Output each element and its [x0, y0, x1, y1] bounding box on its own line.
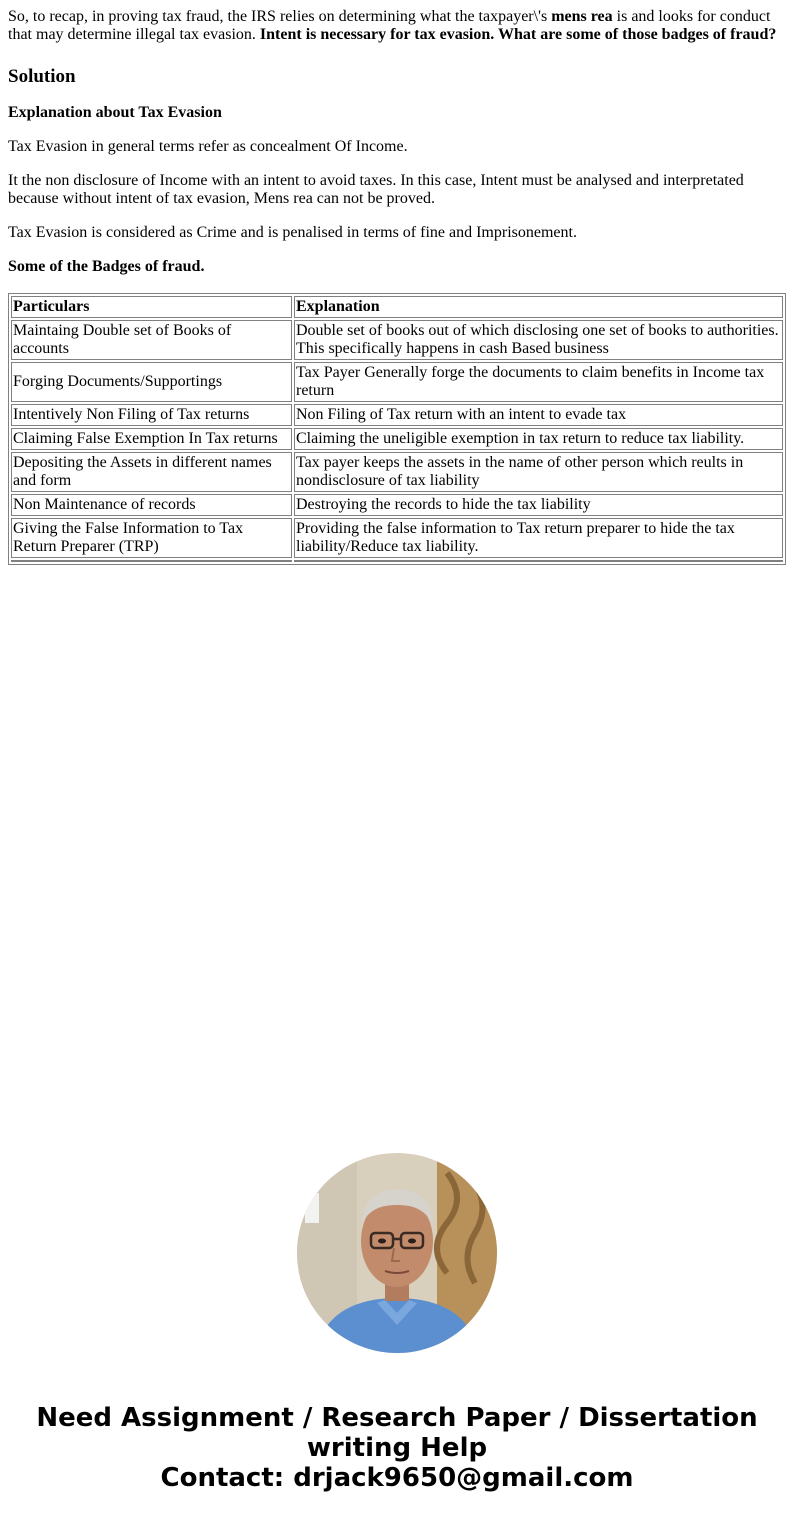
cell-particular: Depositing the Assets in different names and form: [11, 452, 292, 492]
cell-explanation: Claiming the uneligible exemption in tax return to reduce tax liability.: [294, 428, 783, 450]
question-text-2: is and looks for conduct that may determine illegal tax evasion.: [8, 8, 771, 43]
cell-explanation: Tax Payer Generally forge the documents to claim benefits in Income tax return: [294, 362, 783, 402]
table-row: [11, 452, 783, 492]
table-empty-row: [11, 560, 783, 562]
contact-footer: [0, 1403, 794, 1493]
cell-particular: Giving the False Information to Tax Return Preparer (TRP): [11, 518, 292, 558]
paragraph-intent: It the non disclosure of Income with an intent to avoid taxes. In this case, Intent must be analysed and interpretated because without intent of tax evasion, Mens rea can not be proved.: [8, 172, 744, 207]
table-row: [11, 362, 783, 402]
cell-empty: [294, 560, 783, 562]
explanation-heading: Explanation about Tax Evasion: [8, 104, 222, 121]
table-row: [11, 428, 783, 450]
table-row: [11, 320, 783, 360]
question-paragraph: [8, 8, 786, 44]
cell-explanation: Non Filing of Tax return with an intent to evade tax: [294, 404, 783, 426]
footer-contact-line: Contact: drjack9650@gmail.com: [160, 1463, 634, 1493]
table-row: [11, 494, 783, 516]
table-row: [11, 404, 783, 426]
badges-of-fraud-table: [8, 293, 786, 565]
cell-particular: Claiming False Exemption In Tax returns: [11, 428, 292, 450]
cell-particular: Intentively Non Filing of Tax returns: [11, 404, 292, 426]
header-explanation: Explanation: [294, 296, 783, 318]
table-header-row: [11, 296, 783, 318]
footer-line-1: Need Assignment / Research Paper / Dissertation: [36, 1403, 758, 1433]
paragraph-crime: Tax Evasion is considered as Crime and is penalised in terms of fine and Imprisonement.: [8, 224, 577, 241]
cell-particular: Non Maintenance of records: [11, 494, 292, 516]
cell-explanation: Providing the false information to Tax return preparer to hide the tax liability/Reduce tax liability.: [294, 518, 783, 558]
paragraph-definition: Tax Evasion in general terms refer as concealment Of Income.: [8, 138, 408, 155]
document-body: [8, 8, 786, 565]
question-bold-2: Intent is necessary for tax evasion. What are some of those badges of fraud?: [259, 26, 777, 43]
solution-heading: Solution: [8, 66, 76, 87]
cell-empty: [11, 560, 292, 562]
cell-explanation: Destroying the records to hide the tax liability: [294, 494, 783, 516]
cell-explanation: Double set of books out of which disclosing one set of books to authorities. This specifically happens in cash Based business: [294, 320, 783, 360]
question-bold-1: mens rea: [551, 8, 613, 25]
cell-particular: Forging Documents/Supportings: [11, 362, 292, 402]
footer-line-2: writing Help: [306, 1433, 488, 1463]
author-photo: [297, 1153, 497, 1353]
question-text-1: So, to recap, in proving tax fraud, the IRS relies on determining what the taxpayer\'s: [8, 8, 552, 25]
cell-explanation: Tax payer keeps the assets in the name of other person which reults in nondisclosure of tax liability: [294, 452, 783, 492]
table-row: [11, 518, 783, 558]
cell-particular: Maintaing Double set of Books of accounts: [11, 320, 292, 360]
header-particulars: Particulars: [11, 296, 292, 318]
badges-heading: Some of the Badges of fraud.: [8, 258, 205, 275]
